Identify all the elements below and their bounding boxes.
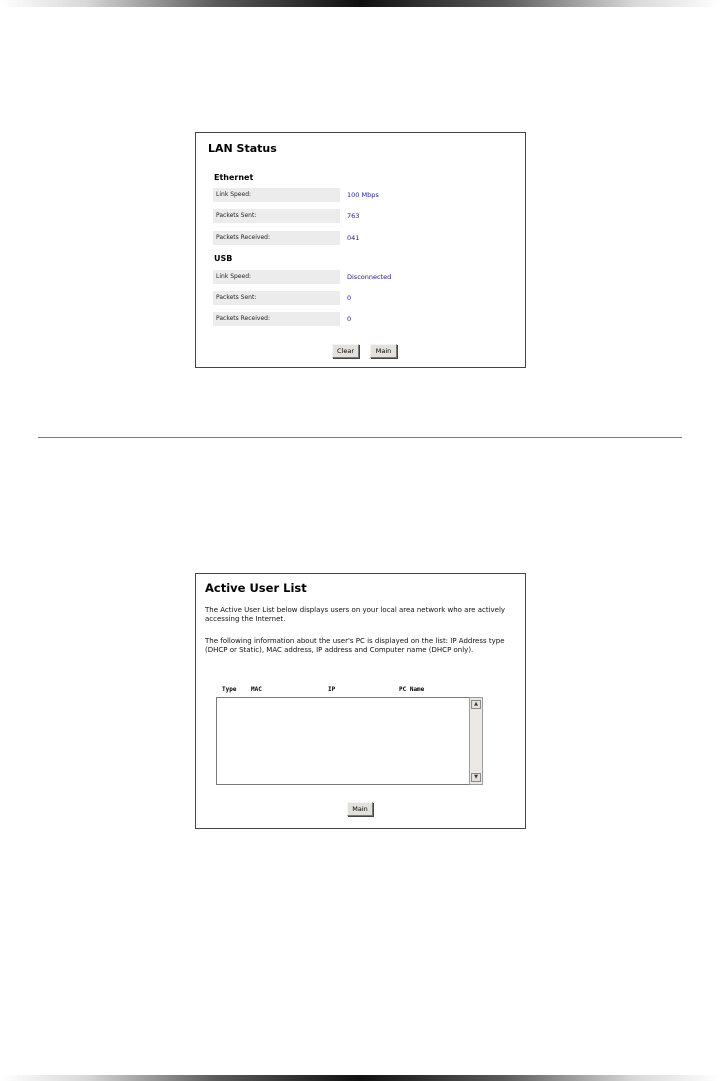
ethernet-packets-received-label: Packets Received: — [213, 231, 340, 245]
column-header-mac: MAC — [251, 686, 262, 693]
ethernet-packets-received-value: 041 — [347, 234, 360, 242]
listbox-scrollbar[interactable] — [469, 697, 483, 785]
description-paragraph: The Active User List below displays users on your local area network who are actively accessing the Internet. — [205, 606, 506, 623]
lan-status-title: LAN Status — [208, 142, 277, 155]
main-button[interactable]: Main — [347, 802, 373, 816]
info-paragraph: The following information about the user's PC is displayed on the list: IP Address type (DHCP or Static), MAC address, IP address and Computer name (DHCP only). — [205, 637, 505, 654]
active-user-list-title: Active User List — [205, 581, 307, 595]
column-header-ip: IP — [328, 686, 336, 693]
lan-status-panel — [195, 132, 526, 368]
main-button[interactable]: Main — [370, 344, 397, 358]
usb-heading: USB — [214, 254, 233, 263]
active-user-listbox[interactable] — [216, 697, 482, 785]
top-decorative-bar — [0, 0, 720, 7]
usb-link-speed-value: Disconnected — [347, 273, 392, 281]
column-header-pc-name: PC Name — [399, 686, 425, 693]
ethernet-link-speed-label: Link Speed: — [213, 188, 340, 202]
column-header-type: Type — [222, 686, 237, 693]
clear-button[interactable]: Clear — [332, 344, 359, 358]
usb-packets-received-value: 0 — [347, 315, 352, 323]
scroll-up-icon[interactable]: ▲ — [471, 700, 481, 709]
ethernet-packets-sent-label: Packets Sent: — [213, 209, 340, 223]
section-divider — [38, 437, 682, 438]
usb-packets-received-label: Packets Received: — [213, 312, 340, 326]
scroll-down-icon[interactable]: ▼ — [471, 773, 481, 782]
usb-link-speed-label: Link Speed: — [213, 270, 340, 284]
ethernet-heading: Ethernet — [214, 173, 254, 182]
ethernet-packets-sent-value: 763 — [347, 212, 360, 220]
bottom-decorative-bar — [0, 1075, 720, 1081]
active-user-list-panel — [195, 573, 526, 829]
usb-packets-sent-value: 0 — [347, 294, 352, 302]
usb-packets-sent-label: Packets Sent: — [213, 291, 340, 305]
ethernet-link-speed-value: 100 Mbps — [347, 191, 379, 199]
